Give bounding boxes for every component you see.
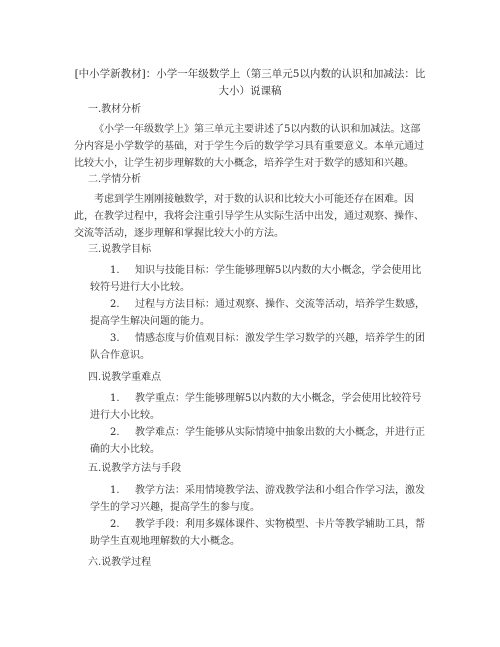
keypoint-item <box>90 390 426 424</box>
goal-item <box>90 330 426 364</box>
paragraph-student-analysis: 考虑到学生刚刚接触数学，对于数的认识和比较大小可能还存在困难。因此，在教学过程中，我将会注重引导学生从实际生活中出发，通过观察、操作、交流等活动，逐步理解和掌握比较大小的方法。 <box>74 194 424 239</box>
item-text: 教学方法：采用情境教学法、游戏教学法和小组合作学习法，激发学生的学习兴趣，提高学生的参与度。 <box>90 485 425 513</box>
item-number: 3. <box>110 333 120 344</box>
method-item <box>90 516 426 550</box>
item-text: 知识与技能目标：学生能够理解5以内数的大小概念，学会使用比较符号进行大小比较。 <box>90 265 422 293</box>
item-number: 2. <box>110 519 120 530</box>
section-heading-keypoints: 四.说教学重难点 <box>88 372 162 383</box>
goal-item <box>90 262 426 296</box>
section-heading-goals: 三.说教学目标 <box>88 244 152 255</box>
item-number: 2. <box>110 299 120 310</box>
item-text: 教学难点：学生能够从实际情境中抽象出数的大小概念，并进行正确的大小比较。 <box>90 427 425 455</box>
document-title: [中小学新教材]：小学一年级数学上（第三单元5以内数的认识和加减法：比大小）说课稿 <box>74 68 426 97</box>
item-text: 情感态度与价值观目标：激发学生学习数学的兴趣，培养学生的团队合作意识。 <box>90 333 425 361</box>
method-item <box>90 482 426 516</box>
item-text: 教学手段：利用多媒体课件、实物模型、卡片等教学辅助工具，帮助学生直观地理解数的大小概念。 <box>90 519 425 547</box>
item-number: 1. <box>110 265 120 276</box>
paragraph-textbook-analysis: 《小学一年级数学上》第三单元主要讲述了5以内数的认识和加减法。这部分内容是小学数学的基础，对于学生今后的数学学习具有重要意义。本单元通过比较大小，让学生初步理解数的大小概念，培养学生对于数学的感知和兴趣。 <box>74 124 424 169</box>
section-heading-textbook: 一.教材分析 <box>88 104 142 115</box>
section-heading-process: 六.说教学过程 <box>88 557 152 568</box>
item-text: 教学重点：学生能够理解5以内数的大小概念，学会使用比较符号进行大小比较。 <box>90 393 422 421</box>
section-heading-methods: 五.说教学方法与手段 <box>88 463 182 474</box>
item-number: 1. <box>110 393 120 404</box>
item-number: 1. <box>110 485 120 496</box>
section-heading-students: 二.学情分析 <box>88 174 142 185</box>
goal-item <box>90 296 426 330</box>
item-text: 过程与方法目标：通过观察、操作、交流等活动，培养学生数感，提高学生解决问题的能力。 <box>90 299 425 327</box>
item-number: 2. <box>110 427 120 438</box>
keypoint-item <box>90 424 426 458</box>
